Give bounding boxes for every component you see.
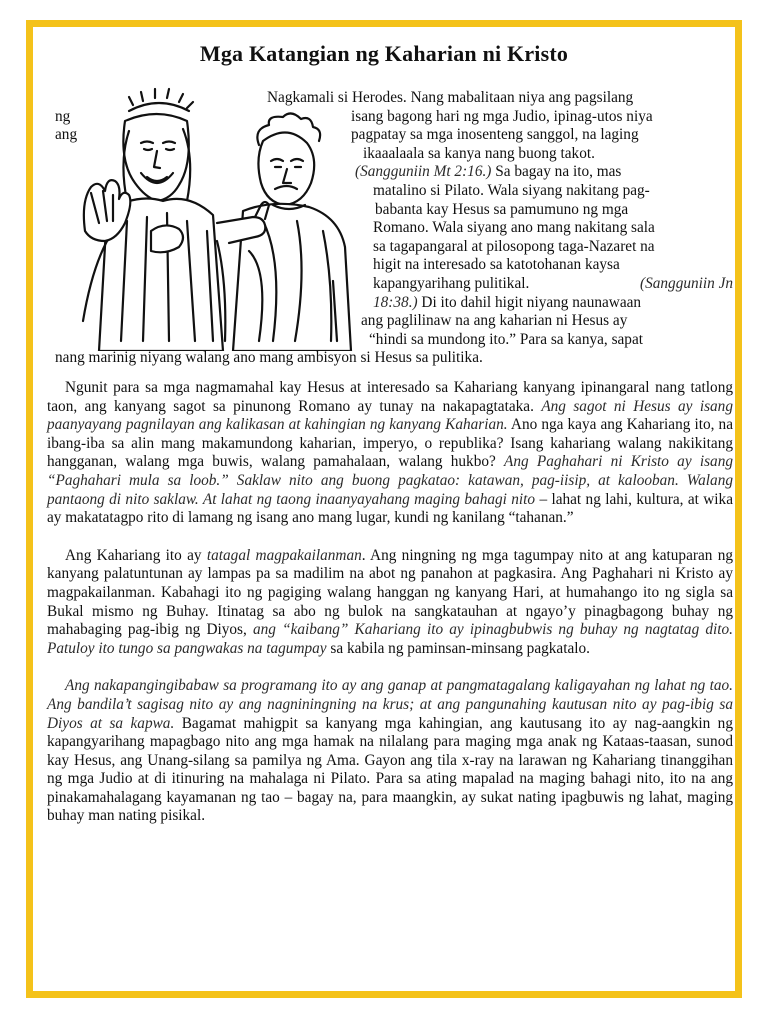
text-line: (Sangguniin Mt 2:16.) Sa bagay na ito, mas <box>355 163 622 181</box>
text-line: ang pagpatay sa mga inosenteng sanggol, na laging <box>55 126 639 144</box>
paragraph-4: Ang nakapangingibabaw sa programang ito ay ang ganap at pangmatagalang kaligayahan ng lahat ng tao. Ang bandila’t sagisag nito ay ang nagniningning na krus; at ang pangunahing kautusan nito ay pag-ibig sa Diyos at sa kapwa. Bagamat mahigpit sa kanyang mga kahingian, ang kautusang ito ay nag-aangkin ng kapangyarihang mapagbago nito ang mga hamak na nilalang para maging mga anak ng Kataas-taasan, sunod kay Hesus, ang Unang-silang sa pamilya ng Ama. Gayon ang tila x-ray na larawan ng Kahariang tinanggihan ng mga Judio at di itinuring na mahalaga ni Pilato. Para sa ating mapalad na maging bahagi nito, ito na ang pinakamahalagang kayamanan ng tao – bagay na, para maangkin, ay sukat nating ipagbuwis ng lahat, maging buhay man nating pisikal. <box>47 677 733 825</box>
intro-paragraph <box>55 89 734 368</box>
text-line: higit na interesado sa katotohanan kaysa <box>373 256 620 274</box>
page-frame <box>26 20 742 998</box>
text-line: Nagkamali si Herodes. Nang mabalitaan niya ang pagsilang <box>267 89 634 106</box>
text-line: sa tagapangaral at pilosopong taga-Nazaret na <box>373 237 655 255</box>
text-line: ng isang bagong hari ng mga Judio, ipinag-utos niya <box>55 107 653 125</box>
text-line: Romano. Wala siyang ano mang nakitang sala <box>373 219 655 237</box>
paragraph-2: Ngunit para sa mga nagmamahal kay Hesus at interesado sa Kahariang kanyang ipinangaral nang tatlong taon, ang kanyang sagot sa pinunong Romano ay tunay na nakapagtataka. Ang sagot ni Hesus ay isang paanyayang pagnilayan ang kalikasan at kahingian ng kanyang Kaharian. Ano nga kaya ang Kahariang ito, na ibang-iba sa alin mang makamundong kaharian, imperyo, o republika? Isang kahariang walang nakikitang hangganan, walang mga buwis, walang pamahalaan, walang hukbo? Ang Paghahari ni Kristo ay isang “Paghahari mula sa loob.” Saklaw nito ang buong pagkatao: katawan, pag-iisip, at kalooban. Walang pantaong di nito saklaw. At lahat ng taong inaanyayahang maging bahagi nito – lahat ng lahi, kultura, at wika ay makatatagpo rito di lamang ng isang ano mang lugar, kundi ng kanilang “tahanan.” <box>47 379 733 527</box>
text-line: nang marinig niyang walang ano mang ambisyon si Hesus sa pulitika. <box>55 349 483 367</box>
text-line: ang paglilinaw na ang kaharian ni Hesus ay <box>361 312 628 330</box>
text-line: “hindi sa mundong ito.” Para sa kanya, sapat <box>369 330 643 348</box>
text-line: matalino si Pilato. Wala siyang nakitang pag- <box>373 181 650 199</box>
text-line: ikaaalaala sa kanya nang buong takot. <box>363 144 595 162</box>
paragraph-3: Ang Kahariang ito ay tatagal magpakailanman. Ang ningning ng mga tagumpay nito at ang katuparan ng kanyang palatuntunan ay lampas pa sa madilim na abot ng panahon at pagkasira. Ang Paghahari ni Kristo ay magpakailanman. Kabahagi ito ng pagiging walang hanggan ng kanyang Hari, at humahango ito ng sigla sa Bukal mismo ng Buhay. Itinatag sa abo ng bulok na sangkatauhan at ngayo’y pinagbagong buhay ng mahabaging pag-ibig ng Diyos, ang “kaibang” Kahariang ito ay ipinagbubwis ng buhay ng nagtatag dito. Patuloy ito tungo sa pangwakas na tagumpay sa kabila ng paminsan-minsang pagkatalo. <box>47 546 734 657</box>
text-line: babanta kay Hesus sa pamumuno ng mga <box>375 200 629 218</box>
body-text <box>47 379 733 845</box>
page-title: Mga Katangian ng Kaharian ni Kristo <box>199 41 569 66</box>
text-line: kapangyarihang pulitikal. (Sangguniin Jn <box>373 274 734 292</box>
text-line: 18:38.) Di ito dahil higit niyang naunawaan <box>373 293 642 311</box>
